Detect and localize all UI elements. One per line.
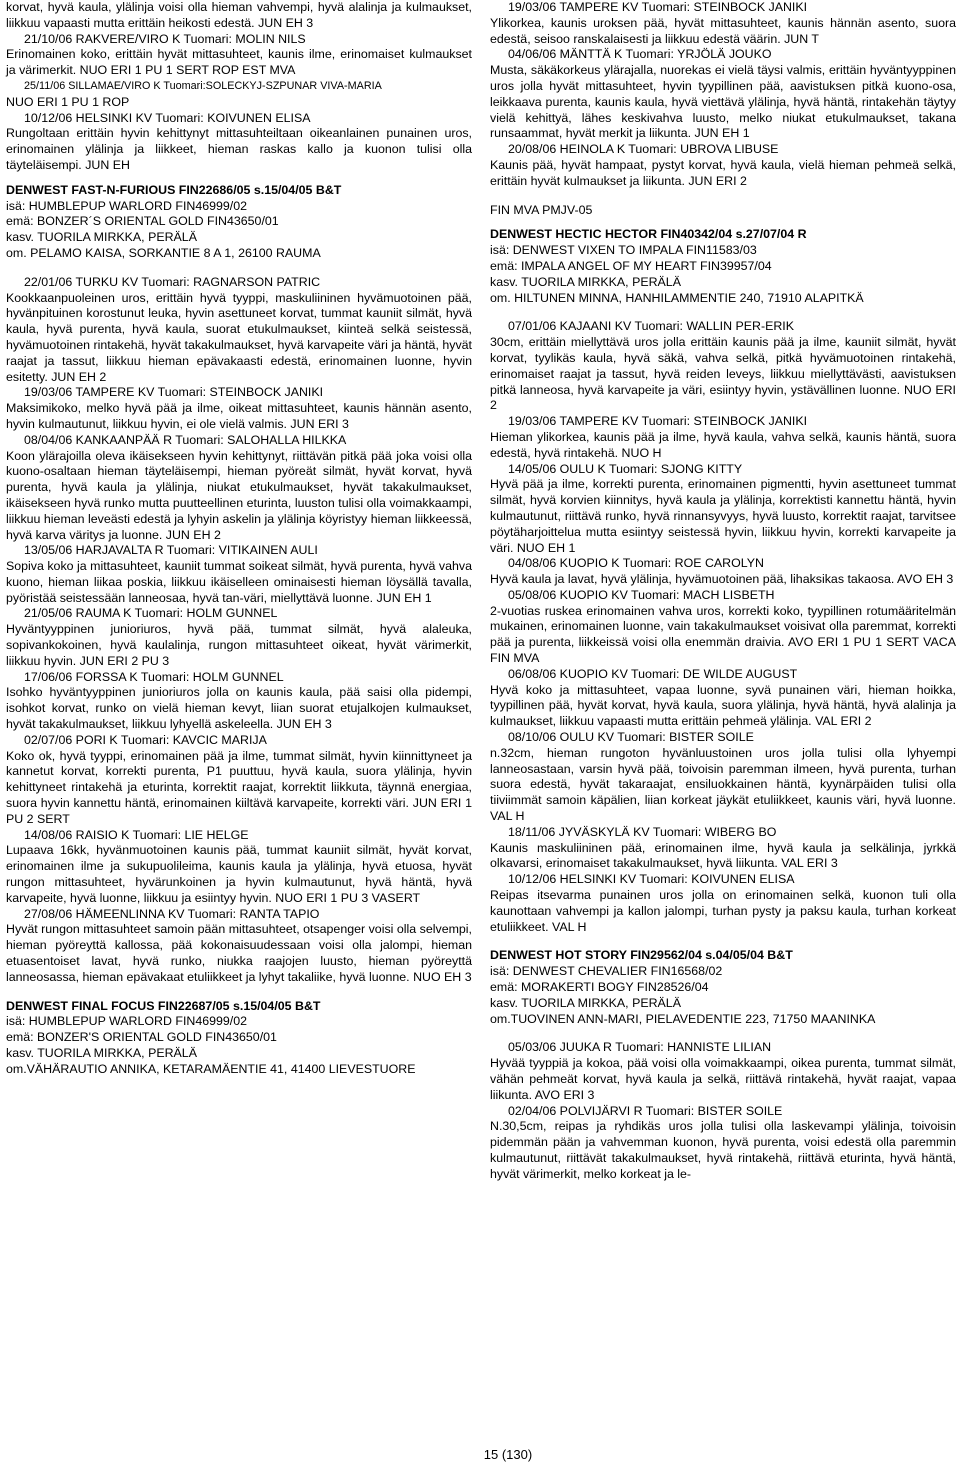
paragraph: Sopiva koko ja mittasuhteet, kauniit tummat soikeat silmät, hyvä purenta, hyvä vahva kuono, hieman liikaa poskia, liikkuu ikäiselleen ominaisesti hieman löysällä tavalla, pyöristää seistessään lanneosaa, hyvä tan-väri, miellyttävä luonne. JUN EH 1 — [6, 559, 472, 605]
dog-name-heading: DENWEST FAST-N-FURIOUS FIN22686/05 s.15/04/05 B&T — [6, 182, 342, 197]
paragraph: Maksimikoko, melko hyvä pää ja ilme, oikeat mittasuhteet, kaunis hännän asento, hyvin kulmautunut, liikkuu hyvin, ei ole vielä valmis. JUN ERI 3 — [6, 401, 472, 431]
paragraph: 27/08/06 HÄMEENLINNA KV Tuomari: RANTA TAPIO — [24, 906, 320, 921]
paragraph: om.TUOVINEN ANN-MARI, PIELAVEDENTIE 223, 71750 MAANINKA — [490, 1011, 876, 1026]
paragraph: Erinomainen koko, erittäin hyvät mittasuhteet, kaunis ilme, erinomaiset kulmaukset ja värimerkit. NUO ERI 1 PU 1 SERT ROP EST MVA — [6, 47, 472, 78]
paragraph: 02/04/06 POLVIJÄRVI R Tuomari: BISTER SOILE — [508, 1103, 783, 1118]
paragraph: 19/03/06 TAMPERE KV Tuomari: STEINBOCK JANIKI — [508, 414, 808, 429]
paragraph: 18/11/06 JYVÄSKYLÄ KV Tuomari: WIBERG BO — [508, 824, 777, 839]
paragraph: 08/04/06 KANKAANPÄÄ R Tuomari: SALOHALLA HILKKA — [24, 432, 347, 447]
paragraph: isä: DENWEST CHEVALIER FIN16568/02 — [490, 964, 723, 979]
paragraph: kasv. TUORILA MIRKKA, PERÄLÄ — [490, 995, 681, 1010]
paragraph: 25/11/06 SILLAMAE/VIRO K Tuomari:SOLECKYJ-SZPUNAR VIVA-MARIA — [24, 79, 382, 92]
paragraph: Hyväntyyppinen junioriuros, hyvä pää, tummat silmät, hyvä alaleuka, sopivankokoinen, hyvä kaulalinja, rungon mittasuhteet oikeat, hyvät värimerkit, liikkuu hyvin. JUN ERI 2 PU 3 — [6, 622, 472, 668]
paragraph: Kaunis pää, hyvät hampaat, pystyt korvat, hyvä kaula, vielä hieman pehmeä selkä, erittäin hyvät kulmaukset ja liikunta. JUN ERI 2 — [490, 157, 956, 188]
paragraph: 06/08/06 KUOPIO KV Tuomari: DE WILDE AUGUST — [508, 666, 798, 681]
paragraph: 05/08/06 KUOPIO KV Tuomari: MACH LISBETH — [508, 587, 775, 602]
paragraph: 04/08/06 KUOPIO K Tuomari: ROE CAROLYN — [508, 556, 764, 571]
paragraph: emä: BONZER´S ORIENTAL GOLD FIN43650/01 — [6, 214, 279, 229]
paragraph: Kookkaanpuoleinen uros, erittäin hyvä tyyppi, maskuliininen hyvämuotoinen pää, hyvänpituinen korostunut leuka, hyvin asettuneet korvat, tummat kauniit silmät, hyvä kaula, hyvä purenta, hyvä kaula, suorat etukulmaukset, kiinteä selkä seistessä, hyvämuotoinen rintakehä, hyvät takakulmaukset, hyvä karvapeite väri ja häntä, hyvät raajat ja tassut, liikkuu hieman epävakaasti edestä, erinomainen luonne, hyvin esitetty. JUN EH 2 — [6, 290, 472, 384]
paragraph: om. HILTUNEN MINNA, HANHILAMMENTIE 240, 71910 ALAPITKÄ — [490, 290, 864, 305]
paragraph: Reipas itsevarma punainen uros jolla on erinomainen selkä, kuonon tuli olla kaunottaan vahvempi ja kallon jalompi, turhan pysty ja paksu kaula, turhan korkeat etuliikkeet. VAL H — [490, 888, 956, 934]
paragraph: emä: MORAKERTI BOGY FIN28526/04 — [490, 980, 709, 995]
paragraph: 22/01/06 TURKU KV Tuomari: RAGNARSON PATRIC — [24, 274, 321, 289]
paragraph: Isohko hyväntyyppinen junioriuros jolla on kaunis kaula, pää saisi olla pidempi, isohkot korvat, runko on vielä hieman kevyt, liian suorat etujalkojen kulmaukset, hyvät takakulmaukset, liikkuu lyhyellä askeleella. JUN EH 3 — [6, 685, 472, 732]
paragraph: 2-vuotias ruskea erinomainen vahva uros, korrekti koko, tyypillinen rotumääritelmän mukainen, erinomainen luonne, vain takakulmaukset voisivat olla paremmat, korrekti pää ja purenta, liikkeissä voisi olla enemmän draivia. AVO ERI 1 PU 1 SERT VACA FIN MVA — [490, 603, 956, 666]
page-number: 15 (130) — [483, 1447, 533, 1462]
paragraph: 08/10/06 OULU KV Tuomari: BISTER SOILE — [508, 730, 754, 745]
paragraph: 19/03/06 TAMPERE KV Tuomari: STEINBOCK JANIKI — [508, 0, 808, 14]
paragraph: Koko ok, hyvä tyyppi, erinomainen pää ja ilme, tummat silmät, hyvin kiinnittyneet ja kannetut korvat, korrekti purenta, P1 puuttuu, hyvä kaula, suora ylälinja, hyvin kehittyneet rintakehä ja eturinta, korrektit raajat, korrektit liikkuta, täynnä energiaa, suora hyvin kannettu häntä, erinomainen kiiltävä karvapeite, korrekti väri. JUN ERI 1 PU 2 SERT — [6, 748, 472, 826]
paragraph: N.30,5cm, reipas ja ryhdikäs uros jolla tulisi olla laskevampi ylälinja, toivoisin pidemmän pään ja vahvemman kuonon, hyvä purenta, voisi edestä olla paremmin kulmautunut, riittävät takakulmaukset, hyvä rintakehä, riittävä eturinta, hyvä häntä, hyvät värimerkit, melko korkeat ja le- — [490, 1119, 956, 1181]
paragraph: 02/07/06 PORI K Tuomari: KAVCIC MARIJA — [24, 732, 267, 747]
paragraph: 30cm, erittäin miellyttävä uros jolla erittäin kaunis pää ja ilme, kauniit silmät, hyvät korvat, tyylikäs kaula, hyvä säkä, vahva selkä, pitkä hyvämuotoinen rintakehä, erinomaiset raajat ja tassut, hyvä reiden leveys, liikkuu miellyttävästi, aavistuksen pitkä lanneosa, hyvä karvapeite ja väri, esiintyy hyvin, ystävällinen luonne. NUO ERI 2 — [490, 335, 956, 413]
paragraph: 21/10/06 RAKVERE/VIRO K Tuomari: MOLIN NILS — [24, 31, 306, 46]
paragraph: korvat, hyvä kaula, ylälinja voisi olla hieman vahvempi, hyvä alalinja ja kulmaukset, liikkuu vapaasti mutta erittäin heikosti edestä. JUN EH 3 — [6, 0, 472, 30]
paragraph: Ylikorkea, kaunis uroksen pää, hyvät mittasuhteet, kaunis hännän asento, suora edestä, seisoo ranskalaisesti ja liikkuu edestä väärin. JUN T — [490, 15, 956, 46]
paragraph: Musta, säkäkorkeus ylärajalla, nuorekas ei vielä täysi valmis, erittäin hyväntyyppinen uros jolla hyvät mittasuhteet, hyvin tyypillinen pää, aavistuksen pitkä kuono-osa, leikkaava purenta, kaunis kaula, hyvä viettävä ylälinja, hyvä häntä, rintakehän täytyy vielä kehittyä, lähes keskivahva luusto, melko niukat etukulmaukset, takana runsaammat, hyvät merkit ja liikunta. JUN EH 1 — [490, 63, 956, 141]
dog-name-heading: DENWEST HECTIC HECTOR FIN40342/04 s.27/07/04 R — [490, 227, 807, 242]
paragraph: 17/06/06 FORSSA K Tuomari: HOLM GUNNEL — [24, 669, 284, 684]
paragraph: Rungoltaan erittäin hyvin kehittynyt mittasuhteiltaan oikeanlainen punainen uros, erinomainen ylälinja ja liikkeet, hieman raskas kallo ja kuonon tulisi olla täyteläisempi. JUN EH — [6, 126, 472, 172]
paragraph: n.32cm, hieman rungoton hyvänluustoinen uros jolla tulisi olla lyhyempi lanneosastaan, varsin hyvä pää, toivoisin paremman ilmeen, hyvä purenta, turhan suora edestä, hyvät takaraajat, ensiluokkainen häntä, kyynärpäiden tulisi olla tiiviimmät samoin käpälien, liian korkeat jäykät etuliikkeet, kaunis väri, hyvä luonne. VAL H — [490, 745, 956, 824]
paragraph: 10/12/06 HELSINKI KV Tuomari: KOIVUNEN ELISA — [24, 110, 311, 125]
left-column — [6, 0, 472, 1078]
paragraph: Hyvä pää ja ilme, korrekti purenta, erinomainen pigmentti, hyvin asettuneet tummat silmät, hyvä korvien kiinnitys, hyvä kaula ja ylälinja, korrektisti kannettu häntä, hyvin kulmautunut, riittävä runko, hyvä rinnansyvyys, hyvä luusto, korrektit raajat, tarvitsee pöytäharjoittelua mutta esiintyy seistessä hyvin, liikkuu hyvin, korrekti karvapeite ja väri. NUO EH 1 — [490, 477, 956, 555]
paragraph: Koon ylärajoilla oleva ikäisekseen hyvin kehittynyt, riittävän pitkä pää joka voisi olla kuono-osaltaan hieman täyteläisempi, hieman pyöreät silmät, hyvät korvat, hyvä purenta, hyvä kaula ja ylälinja, niukat etukulmaukset, hyvät takakulmaukset, ikäisekseen hyvä runko mutta puutteellinen eturinta, luuston tulisi olla voimakkaampi, liikkuu hieman leveästi edestä ja lyhyin askelin ja ylälinja köyristyy hieman liikkeessä, hyvä karva väritys ja luonne. JUN EH 2 — [6, 448, 472, 542]
paragraph: emä: BONZER'S ORIENTAL GOLD FIN43650/01 — [6, 1030, 277, 1045]
paragraph: Lupaava 16kk, hyvänmuotoinen kaunis pää, tummat kauniit silmät, hyvät korvat, erinomainen ilme ja sukupuolileima, kaunis kaula ja ylälinja, hyvä etuosa, hyvät rungon mittasuhteet, hyvärunkoinen ja hyvin kulmautunut, hyvä häntä, hyvä karvapeite, hyvä luonne, liikkuu ja esiintyy hyvin. NUO ERI 1 PU 3 VASERT — [6, 843, 472, 905]
paragraph: om.VÄHÄRAUTIO ANNIKA, KETARAMÄENTIE 41, 41400 LIEVESTUORE — [6, 1061, 416, 1076]
paragraph: isä: HUMBLEPUP WARLORD FIN46999/02 — [6, 198, 248, 213]
paragraph: Hieman ylikorkea, kaunis pää ja ilme, hyvä kaula, vahva selkä, kaunis häntä, suora edestä, hyvä rintakehä. NUO H — [490, 429, 956, 460]
paragraph: Hyvät rungon mittasuhteet samoin pään mittasuhteet, otsapenger voisi olla selvempi, hieman pyöreyttä kallossa, pää kokonaisuudessaan voisi olla jalompi, hieman etuasentoiset lavat, hyvä runko, niukka raajojen luusto, hieman pyöreyttä lanneosassa, hieman epävakaat etuliikkeet ja lyhyt takaliike, hyvä luonne. NUO EH 3 — [6, 922, 472, 984]
right-column — [490, 0, 956, 1183]
paragraph: 20/08/06 HEINOLA K Tuomari: UBROVA LIBUSE — [508, 142, 779, 157]
paragraph: kasv. TUORILA MIRKKA, PERÄLÄ — [6, 1046, 197, 1060]
paragraph: kasv. TUORILA MIRKKA, PERÄLÄ — [490, 274, 681, 289]
paragraph: isä: DENWEST VIXEN TO IMPALA FIN11583/03 — [490, 243, 757, 258]
paragraph: isä: HUMBLEPUP WARLORD FIN46999/02 — [6, 1014, 248, 1029]
paragraph: kasv. TUORILA MIRKKA, PERÄLÄ — [6, 230, 197, 245]
paragraph: 04/06/06 MÄNTTÄ K Tuomari: YRJÖLÄ JOUKO — [508, 47, 772, 62]
paragraph: NUO ERI 1 PU 1 ROP — [6, 94, 130, 109]
paragraph: Hyvä kaula ja lavat, hyvä ylälinja, hyvämuotoinen pää, lihaksikas takaosa. AVO EH 3 — [490, 572, 954, 587]
dog-name-heading: DENWEST FINAL FOCUS FIN22687/05 s.15/04/05 B&T — [6, 998, 321, 1013]
paragraph: om. PELAMO KAISA, SORKANTIE 8 A 1, 26100 RAUMA — [6, 245, 321, 260]
paragraph: Hyvää tyyppiä ja kokoa, pää voisi olla voimakkaampi, oikea purenta, tummat silmät, vähän pehmeät korvat, hyvä kaula ja selkä, riittävä rintakehä, hyvät raajat, vapaa liikunta. AVO ERI 3 — [490, 1056, 956, 1102]
paragraph: 14/05/06 OULU K Tuomari: SJONG KITTY — [508, 461, 743, 476]
paragraph: 05/03/06 JUUKA R Tuomari: HANNISTE LILIAN — [508, 1040, 772, 1055]
paragraph: 19/03/06 TAMPERE KV Tuomari: STEINBOCK JANIKI — [24, 385, 324, 400]
paragraph: 10/12/06 HELSINKI KV Tuomari: KOIVUNEN ELISA — [508, 872, 795, 887]
paragraph: Hyvä koko ja mittasuhteet, vapaa luonne, syvä punainen väri, hieman hoikka, tyypillinen pää, hyvät korvat, hyvä kaula, suora ylälinja, hyvä häntä, hyvä alalinja ja kulmaukset, liikkuu vapaasti mutta erittäin pehmeä ylälinja. VAL ERI 2 — [490, 682, 956, 729]
paragraph: 07/01/06 KAJAANI KV Tuomari: WALLIN PER-ERIK — [508, 319, 795, 334]
paragraph: FIN MVA PMJV-05 — [490, 202, 593, 217]
paragraph: 14/08/06 RAISIO K Tuomari: LIE HELGE — [24, 827, 249, 842]
paragraph: 21/05/06 RAUMA K Tuomari: HOLM GUNNEL — [24, 606, 278, 621]
paragraph: emä: IMPALA ANGEL OF MY HEART FIN39957/04 — [490, 258, 772, 273]
paragraph: Kaunis maskuliininen pää, erinomainen ilme, hyvä kaula ja selkälinja, jyrkkä olkavarsi, erinomaiset takakulmaukset, hyvä liikunta. VAL ERI 3 — [490, 840, 956, 871]
paragraph: 13/05/06 HARJAVALTA R Tuomari: VITIKAINEN AULI — [24, 543, 318, 558]
dog-name-heading: DENWEST HOT STORY FIN29562/04 s.04/05/04 B&T — [490, 948, 793, 963]
